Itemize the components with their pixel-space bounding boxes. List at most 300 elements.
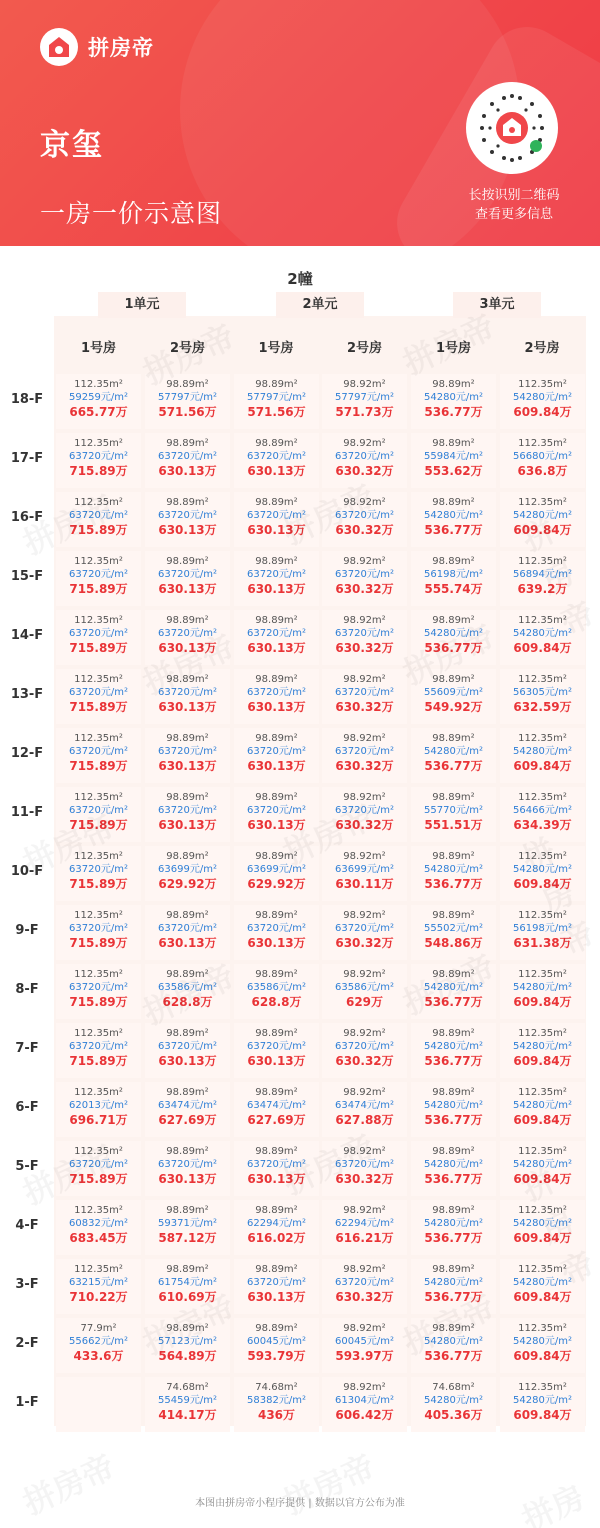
unit-cell xyxy=(500,610,585,665)
unit-price: 54280元/m² xyxy=(513,1218,572,1229)
unit-price: 54280元/m² xyxy=(513,1277,572,1288)
unit-area: 98.92m² xyxy=(343,556,386,567)
unit-area: 112.35m² xyxy=(74,969,123,980)
unit-area: 112.35m² xyxy=(74,851,123,862)
total-price: 593.79万 xyxy=(247,1349,306,1363)
unit-price: 54280元/m² xyxy=(424,746,483,757)
unit-cell xyxy=(234,492,319,547)
unit-price: 56305元/m² xyxy=(513,687,572,698)
unit-cell xyxy=(234,964,319,1019)
unit-price: 63720元/m² xyxy=(335,687,394,698)
unit-area: 112.35m² xyxy=(518,1028,567,1039)
unit-cell xyxy=(145,1259,230,1314)
unit-cell xyxy=(234,1141,319,1196)
unit-price: 63474元/m² xyxy=(158,1100,217,1111)
unit-price: 63699元/m² xyxy=(158,864,217,875)
unit-area: 112.35m² xyxy=(518,615,567,626)
unit-cell xyxy=(234,669,319,724)
unit-area: 98.92m² xyxy=(343,1323,386,1334)
unit-price: 63586元/m² xyxy=(158,982,217,993)
total-price: 609.84万 xyxy=(513,995,572,1009)
floor-label: 18-F xyxy=(10,392,44,407)
unit-area: 112.35m² xyxy=(74,910,123,921)
total-price: 629.92万 xyxy=(158,877,217,891)
unit-area: 98.92m² xyxy=(343,379,386,390)
unit-area: 74.68m² xyxy=(166,1382,209,1393)
room-header: 2号房 xyxy=(169,341,206,356)
unit-cell xyxy=(322,1318,407,1373)
unit-area: 98.89m² xyxy=(255,969,298,980)
total-price: 631.38万 xyxy=(513,936,572,950)
unit-cell xyxy=(234,1200,319,1255)
unit-cell xyxy=(234,1377,319,1432)
unit-area: 112.35m² xyxy=(74,438,123,449)
unit-cell xyxy=(411,669,496,724)
total-price: 715.89万 xyxy=(69,1172,128,1186)
unit-cell xyxy=(411,551,496,606)
total-price: 630.13万 xyxy=(247,818,306,832)
total-price: 630.13万 xyxy=(158,582,217,596)
unit-area: 98.92m² xyxy=(343,1087,386,1098)
footer-note: 本图由拼房帝小程序提供 | 数据以官方公布为准 xyxy=(195,1498,405,1509)
unit-price: 62294元/m² xyxy=(247,1218,306,1229)
unit-area: 112.35m² xyxy=(518,733,567,744)
total-price: 630.13万 xyxy=(247,1054,306,1068)
unit-cell xyxy=(234,1023,319,1078)
unit-cell xyxy=(234,374,319,429)
unit-area: 98.89m² xyxy=(255,379,298,390)
unit-cell xyxy=(56,610,141,665)
unit-cell xyxy=(234,728,319,783)
total-price: 571.56万 xyxy=(247,405,306,419)
room-header: 2号房 xyxy=(524,341,560,356)
unit-area: 98.89m² xyxy=(166,379,209,390)
unit-cell xyxy=(322,1141,407,1196)
unit-area: 98.89m² xyxy=(255,1323,298,1334)
unit-price: 63720元/m² xyxy=(69,569,128,580)
unit-area: 98.89m² xyxy=(166,438,209,449)
unit-cell xyxy=(500,964,585,1019)
unit-price: 63720元/m² xyxy=(69,510,128,521)
total-price: 587.12万 xyxy=(158,1231,217,1245)
unit-price: 55459元/m² xyxy=(158,1395,217,1406)
unit-price: 54280元/m² xyxy=(424,1336,483,1347)
total-price: 536.77万 xyxy=(424,759,483,773)
unit-price: 54280元/m² xyxy=(513,1336,572,1347)
unit-area: 98.89m² xyxy=(432,1323,475,1334)
unit-cell xyxy=(500,433,585,488)
unit-price: 63720元/m² xyxy=(69,805,128,816)
unit-cell xyxy=(145,846,230,901)
unit-area: 98.89m² xyxy=(166,851,209,862)
unit-price: 63720元/m² xyxy=(247,451,306,462)
total-price: 433.6万 xyxy=(73,1349,124,1363)
unit-price: 63720元/m² xyxy=(247,1159,306,1170)
total-price: 609.84万 xyxy=(513,641,572,655)
unit-cell xyxy=(145,787,230,842)
unit-cell xyxy=(500,728,585,783)
unit-cell xyxy=(322,610,407,665)
unit-price: 56894元/m² xyxy=(513,569,572,580)
total-price: 628.8万 xyxy=(251,995,302,1009)
unit-area: 112.35m² xyxy=(74,1087,123,1098)
unit-cell xyxy=(500,1200,585,1255)
floor-label: 17-F xyxy=(10,451,44,466)
room-header: 1号房 xyxy=(80,341,117,356)
unit-cell xyxy=(145,551,230,606)
brand-name: 拼房帝 xyxy=(88,36,154,60)
unit-area: 98.89m² xyxy=(432,969,475,980)
unit-price: 54280元/m² xyxy=(513,1041,572,1052)
total-price: 696.71万 xyxy=(69,1113,128,1127)
total-price: 609.84万 xyxy=(513,1172,572,1186)
total-price: 610.69万 xyxy=(158,1290,217,1304)
unit-price: 61304元/m² xyxy=(335,1395,394,1406)
unit-area: 112.35m² xyxy=(74,615,123,626)
unit-area: 112.35m² xyxy=(74,556,123,567)
unit-cell xyxy=(145,905,230,960)
unit-cell xyxy=(500,846,585,901)
unit-cell xyxy=(500,374,585,429)
unit-price: 54280元/m² xyxy=(424,1100,483,1111)
total-price: 630.13万 xyxy=(247,464,306,478)
total-price: 606.42万 xyxy=(335,1408,394,1422)
unit-area: 98.89m² xyxy=(255,851,298,862)
floor-label: 5-F xyxy=(15,1159,39,1174)
unit-price: 63720元/m² xyxy=(158,1041,217,1052)
total-price: 553.62万 xyxy=(424,464,483,478)
total-price: 630.11万 xyxy=(335,877,394,891)
unit-cell xyxy=(500,1318,585,1373)
unit-price: 63720元/m² xyxy=(335,569,394,580)
unit-cell xyxy=(411,728,496,783)
floor-label: 7-F xyxy=(15,1041,39,1056)
unit-price: 54280元/m² xyxy=(513,1100,572,1111)
unit-area: 98.89m² xyxy=(432,1028,475,1039)
unit-cell xyxy=(145,492,230,547)
unit-price: 63474元/m² xyxy=(335,1100,394,1111)
total-price: 715.89万 xyxy=(69,523,128,537)
total-price: 715.89万 xyxy=(69,464,128,478)
unit-area: 98.89m² xyxy=(166,556,209,567)
total-price: 715.89万 xyxy=(69,877,128,891)
unit-cell xyxy=(145,728,230,783)
unit-cell xyxy=(500,669,585,724)
total-price: 630.32万 xyxy=(335,936,394,950)
unit-cell xyxy=(56,1318,141,1373)
unit-price: 63215元/m² xyxy=(69,1277,128,1288)
unit-area: 98.89m² xyxy=(166,969,209,980)
unit-area: 98.89m² xyxy=(166,1028,209,1039)
unit-price: 63720元/m² xyxy=(69,923,128,934)
total-price: 630.13万 xyxy=(247,523,306,537)
total-price: 630.13万 xyxy=(158,1172,217,1186)
total-price: 609.84万 xyxy=(513,405,572,419)
unit-price: 54280元/m² xyxy=(513,392,572,403)
floor-label: 9-F xyxy=(15,923,39,938)
unit-area: 112.35m² xyxy=(74,674,123,685)
unit-area: 98.89m² xyxy=(255,1087,298,1098)
unit-area: 74.68m² xyxy=(432,1382,475,1393)
unit-cell xyxy=(500,492,585,547)
unit-price: 54280元/m² xyxy=(513,1395,572,1406)
unit-area: 112.35m² xyxy=(74,1028,123,1039)
total-price: 630.13万 xyxy=(247,582,306,596)
floor-label: 11-F xyxy=(10,805,44,820)
total-price: 536.77万 xyxy=(424,1231,483,1245)
unit-area: 112.35m² xyxy=(518,1146,567,1157)
unit-area: 112.35m² xyxy=(518,556,567,567)
unit-price: 54280元/m² xyxy=(424,1041,483,1052)
unit-cell xyxy=(322,1377,407,1432)
unit-area: 98.89m² xyxy=(255,1264,298,1275)
unit-price: 63720元/m² xyxy=(69,746,128,757)
total-price: 715.89万 xyxy=(69,818,128,832)
unit-area: 98.92m² xyxy=(343,733,386,744)
unit-price: 63720元/m² xyxy=(158,628,217,639)
total-price: 715.89万 xyxy=(69,582,128,596)
total-price: 630.32万 xyxy=(335,700,394,714)
unit-area: 98.89m² xyxy=(432,1087,475,1098)
unit-area: 98.89m² xyxy=(166,615,209,626)
unit-price: 55502元/m² xyxy=(424,923,483,934)
unit-area: 112.35m² xyxy=(74,1205,123,1216)
total-price: 593.97万 xyxy=(335,1349,394,1363)
unit-area: 98.89m² xyxy=(432,674,475,685)
unit-cell xyxy=(411,1377,496,1432)
unit-area: 98.89m² xyxy=(255,910,298,921)
unit-cell xyxy=(56,964,141,1019)
total-price: 609.84万 xyxy=(513,1113,572,1127)
unit-price: 58382元/m² xyxy=(247,1395,306,1406)
unit-price: 63720元/m² xyxy=(69,687,128,698)
unit-cell xyxy=(322,669,407,724)
unit-price: 54280元/m² xyxy=(424,982,483,993)
watermark xyxy=(15,1442,121,1524)
unit-area: 98.89m² xyxy=(255,615,298,626)
unit-area: 112.35m² xyxy=(518,1323,567,1334)
total-price: 630.13万 xyxy=(158,936,217,950)
unit-price: 60045元/m² xyxy=(247,1336,306,1347)
total-price: 665.77万 xyxy=(69,405,128,419)
unit-area: 98.89m² xyxy=(255,1146,298,1157)
unit-cell xyxy=(411,492,496,547)
total-price: 536.77万 xyxy=(424,1054,483,1068)
unit-price: 54280元/m² xyxy=(513,628,572,639)
unit-cell xyxy=(322,1259,407,1314)
unit-cell xyxy=(411,1141,496,1196)
total-price: 555.74万 xyxy=(424,582,483,596)
room-header: 1号房 xyxy=(435,341,472,356)
unit-area: 98.89m² xyxy=(432,1146,475,1157)
unit-cell xyxy=(56,1023,141,1078)
project-title: 京玺 xyxy=(40,128,104,163)
unit-area: 98.92m² xyxy=(343,497,386,508)
unit-cell xyxy=(322,905,407,960)
total-price: 551.51万 xyxy=(424,818,483,832)
total-price: 715.89万 xyxy=(69,936,128,950)
unit-price: 60832元/m² xyxy=(69,1218,128,1229)
unit-cell xyxy=(56,846,141,901)
unit-price: 54280元/m² xyxy=(513,1159,572,1170)
unit-area: 98.89m² xyxy=(432,379,475,390)
unit-price: 55609元/m² xyxy=(424,687,483,698)
floor-label: 10-F xyxy=(10,864,44,879)
unit-tab-2: 2单元 xyxy=(276,292,364,318)
total-price: 628.8万 xyxy=(162,995,213,1009)
unit-cell xyxy=(322,1200,407,1255)
unit-cell xyxy=(322,846,407,901)
unit-cell xyxy=(145,610,230,665)
unit-price: 63720元/m² xyxy=(335,510,394,521)
unit-area: 98.92m² xyxy=(343,851,386,862)
unit-price: 62013元/m² xyxy=(69,1100,128,1111)
unit-area: 98.92m² xyxy=(343,1382,386,1393)
unit-price: 63720元/m² xyxy=(158,923,217,934)
unit-price: 63720元/m² xyxy=(247,1277,306,1288)
unit-price: 54280元/m² xyxy=(513,746,572,757)
total-price: 536.77万 xyxy=(424,1113,483,1127)
total-price: 536.77万 xyxy=(424,1349,483,1363)
unit-area: 98.92m² xyxy=(343,438,386,449)
unit-area: 98.92m² xyxy=(343,1146,386,1157)
total-price: 715.89万 xyxy=(69,995,128,1009)
unit-cell xyxy=(500,1023,585,1078)
total-price: 571.73万 xyxy=(335,405,394,419)
room-header: 1号房 xyxy=(258,341,294,356)
total-price: 630.32万 xyxy=(335,1290,394,1304)
qr-code-icon xyxy=(472,88,552,168)
unit-price: 63720元/m² xyxy=(158,746,217,757)
qr-caption xyxy=(450,186,578,224)
unit-cell xyxy=(56,433,141,488)
unit-price: 63720元/m² xyxy=(158,569,217,580)
unit-cell xyxy=(322,374,407,429)
unit-area: 98.89m² xyxy=(166,1264,209,1275)
unit-price: 56198元/m² xyxy=(513,923,572,934)
unit-cell xyxy=(500,1259,585,1314)
unit-cell xyxy=(322,728,407,783)
unit-cell xyxy=(56,1259,141,1314)
unit-price: 59371元/m² xyxy=(158,1218,217,1229)
unit-cell xyxy=(322,551,407,606)
house-logo-icon xyxy=(40,28,78,66)
total-price: 715.89万 xyxy=(69,700,128,714)
unit-area: 98.92m² xyxy=(343,615,386,626)
unit-area: 112.35m² xyxy=(74,1146,123,1157)
unit-cell xyxy=(56,1200,141,1255)
total-price: 710.22万 xyxy=(69,1290,128,1304)
total-price: 636.8万 xyxy=(517,464,568,478)
unit-price: 63720元/m² xyxy=(69,982,128,993)
floor-label: 3-F xyxy=(15,1277,39,1292)
unit-area: 98.89m² xyxy=(166,910,209,921)
unit-cell xyxy=(145,669,230,724)
unit-area: 98.89m² xyxy=(166,1205,209,1216)
unit-area: 112.35m² xyxy=(74,792,123,803)
unit-cell xyxy=(56,669,141,724)
unit-price: 54280元/m² xyxy=(424,510,483,521)
unit-price: 63720元/m² xyxy=(335,1159,394,1170)
unit-area: 98.89m² xyxy=(255,1028,298,1039)
unit-price: 63720元/m² xyxy=(335,923,394,934)
unit-price: 62294元/m² xyxy=(335,1218,394,1229)
floor-label: 15-F xyxy=(10,569,44,584)
unit-cell xyxy=(234,846,319,901)
unit-tab-3: 3单元 xyxy=(453,292,541,318)
unit-cell xyxy=(500,787,585,842)
unit-area: 112.35m² xyxy=(518,792,567,803)
unit-price: 63720元/m² xyxy=(335,805,394,816)
unit-cell xyxy=(56,905,141,960)
unit-area: 112.35m² xyxy=(518,910,567,921)
unit-area: 112.35m² xyxy=(518,674,567,685)
unit-price: 63720元/m² xyxy=(247,687,306,698)
unit-area: 112.35m² xyxy=(518,1087,567,1098)
unit-area: 112.35m² xyxy=(518,379,567,390)
total-price: 630.13万 xyxy=(158,818,217,832)
unit-area: 98.89m² xyxy=(255,556,298,567)
total-price: 436万 xyxy=(257,1408,296,1422)
unit-cell xyxy=(500,551,585,606)
unit-price: 63720元/m² xyxy=(69,1159,128,1170)
unit-price: 59259元/m² xyxy=(69,392,128,403)
unit-price: 57797元/m² xyxy=(247,392,306,403)
total-price: 536.77万 xyxy=(424,405,483,419)
unit-cell xyxy=(411,846,496,901)
total-price: 630.13万 xyxy=(158,759,217,773)
unit-area: 98.89m² xyxy=(166,1146,209,1157)
unit-area: 112.35m² xyxy=(518,851,567,862)
total-price: 630.32万 xyxy=(335,1172,394,1186)
total-price: 630.13万 xyxy=(158,464,217,478)
total-price: 630.32万 xyxy=(335,818,394,832)
unit-cell xyxy=(145,1200,230,1255)
unit-area: 98.89m² xyxy=(432,851,475,862)
total-price: 630.13万 xyxy=(247,759,306,773)
total-price: 609.84万 xyxy=(513,1349,572,1363)
unit-area: 98.89m² xyxy=(166,1087,209,1098)
unit-cell xyxy=(500,1141,585,1196)
unit-tab-1: 1单元 xyxy=(98,292,186,318)
unit-area: 112.35m² xyxy=(74,1264,123,1275)
unit-price: 63720元/m² xyxy=(158,510,217,521)
unit-area: 112.35m² xyxy=(518,497,567,508)
unit-price: 63720元/m² xyxy=(247,923,306,934)
total-price: 536.77万 xyxy=(424,995,483,1009)
unit-cell xyxy=(234,551,319,606)
floor-label: 13-F xyxy=(10,687,44,702)
total-price: 627.69万 xyxy=(247,1113,306,1127)
unit-area: 98.92m² xyxy=(343,969,386,980)
unit-price: 54280元/m² xyxy=(424,628,483,639)
total-price: 609.84万 xyxy=(513,1054,572,1068)
unit-cell xyxy=(145,1377,230,1432)
qr-code[interactable] xyxy=(466,82,558,174)
unit-cell xyxy=(56,787,141,842)
unit-cell xyxy=(322,492,407,547)
unit-cell xyxy=(411,787,496,842)
floor-label: 4-F xyxy=(15,1218,39,1233)
total-price: 632.59万 xyxy=(513,700,572,714)
total-price: 536.77万 xyxy=(424,523,483,537)
unit-price: 63720元/m² xyxy=(247,1041,306,1052)
unit-price: 63720元/m² xyxy=(69,1041,128,1052)
unit-price: 55662元/m² xyxy=(69,1336,128,1347)
floor-label: 12-F xyxy=(10,746,44,761)
unit-price: 63720元/m² xyxy=(69,628,128,639)
total-price: 715.89万 xyxy=(69,1054,128,1068)
